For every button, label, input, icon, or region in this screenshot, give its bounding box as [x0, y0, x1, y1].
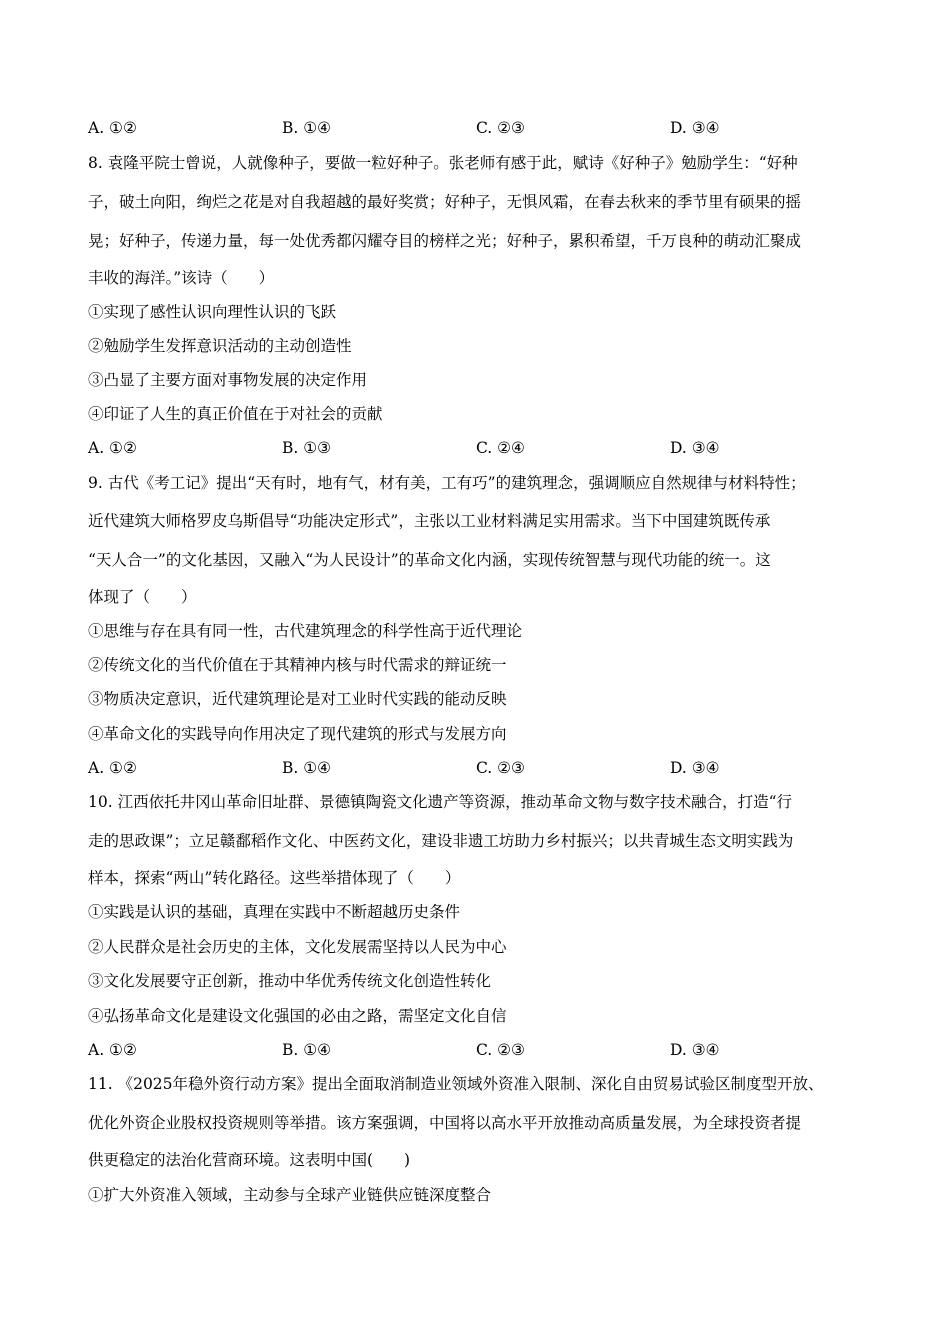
q9-options [88, 758, 878, 778]
option-b: B. ①④ [282, 1041, 332, 1059]
option-a: A. ①② [88, 119, 137, 137]
q8-stem-line: 丰收的海洋。”该诗（ ） [88, 269, 275, 287]
q9-stem-line: 体现了（ ） [88, 588, 197, 606]
q8-item: ③凸显了主要方面对事物发展的决定作用 [88, 371, 368, 389]
q10-item: ④弘扬革命文化是建设文化强国的必由之路，需坚定文化自信 [88, 1007, 507, 1025]
option-a: A. ①② [88, 1041, 137, 1059]
option-c: C. ②③ [476, 119, 525, 137]
option-c: C. ②③ [476, 1041, 525, 1059]
option-d: D. ③④ [670, 439, 720, 457]
option-d: D. ③④ [670, 1041, 720, 1059]
q10-options [88, 1040, 878, 1060]
q8-item: ①实现了感性认识向理性认识的飞跃 [88, 303, 337, 321]
q9-item: ①思维与存在具有同一性，古代建筑理念的科学性高于近代理论 [88, 622, 523, 640]
q11-stem-line: 11. 《2025年稳外资行动方案》提出全面取消制造业领域外资准入限制、深化自由贸易试验区制度型开放、 [88, 1075, 824, 1093]
q10-stem-line: 10. 江西依托井冈山革命旧址群、景德镇陶瓷文化遗产等资源，推动革命文物与数字技术融合，打造“行 [88, 793, 793, 811]
q9-stem-line: 近代建筑大师格罗皮乌斯倡导“功能决定形式”，主张以工业材料满足实用需求。当下中国建筑既传承 [88, 512, 771, 530]
option-a: A. ①② [88, 759, 137, 777]
q8-stem-line: 子，破土向阳，绚烂之花是对自我超越的最好奖赏；好种子，无惧风霜，在春去秋来的季节里有硕果的摇 [88, 193, 802, 211]
option-b: B. ①④ [282, 759, 332, 777]
option-b: B. ①④ [282, 119, 332, 137]
q9-item: ③物质决定意识，近代建筑理论是对工业时代实践的能动反映 [88, 690, 507, 708]
option-b: B. ①③ [282, 439, 332, 457]
q10-item: ③文化发展要守正创新，推动中华优秀传统文化创造性转化 [88, 972, 492, 990]
q8-item: ②勉励学生发挥意识活动的主动创造性 [88, 337, 352, 355]
q11-stem-line: 供更稳定的法治化营商环境。这表明中国( ) [88, 1151, 411, 1169]
option-d: D. ③④ [670, 759, 720, 777]
option-c: C. ②④ [476, 439, 525, 457]
q9-item: ②传统文化的当代价值在于其精神内核与时代需求的辩证统一 [88, 656, 507, 674]
q10-item: ②人民群众是社会历史的主体，文化发展需坚持以人民为中心 [88, 938, 507, 956]
q11-item: ①扩大外资准入领域，主动参与全球产业链供应链深度整合 [88, 1186, 492, 1204]
option-c: C. ②③ [476, 759, 525, 777]
q7-options [88, 118, 878, 138]
q9-item: ④革命文化的实践导向作用决定了现代建筑的形式与发展方向 [88, 725, 507, 743]
q10-stem-line: 走的思政课”；立足赣鄱稻作文化、中医药文化，建设非遗工坊助力乡村振兴；以共青城生态文明实践为 [88, 832, 794, 850]
q9-stem-line: 9. 古代《考工记》提出“天有时，地有气，材有美，工有巧”的建筑理念，强调顺应自然规律与材料特性； [88, 474, 806, 492]
option-a: A. ①② [88, 439, 137, 457]
q10-stem-line: 样本，探索“两山”转化路径。这些举措体现了（ ） [88, 869, 461, 887]
q8-options [88, 438, 878, 458]
q9-stem-line: “天人合一”的文化基因，又融入“为人民设计”的革命文化内涵，实现传统智慧与现代功能的统一。这 [88, 551, 771, 569]
q10-item: ①实践是认识的基础，真理在实践中不断超越历史条件 [88, 903, 461, 921]
option-d: D. ③④ [670, 119, 720, 137]
q8-stem-line: 8. 袁隆平院士曾说，人就像种子，要做一粒好种子。张老师有感于此，赋诗《好种子》勉励学生：“好种 [88, 154, 798, 172]
q8-item: ④印证了人生的真正价值在于对社会的贡献 [88, 405, 383, 423]
q8-stem-line: 晃；好种子，传递力量，每一处优秀都闪耀夺目的榜样之光；好种子，累积希望，千万良种的萌动汇聚成 [88, 232, 802, 250]
q11-stem-line: 优化外资企业股权投资规则等举措。该方案强调，中国将以高水平开放推动高质量发展，为全球投资者提 [88, 1114, 802, 1132]
